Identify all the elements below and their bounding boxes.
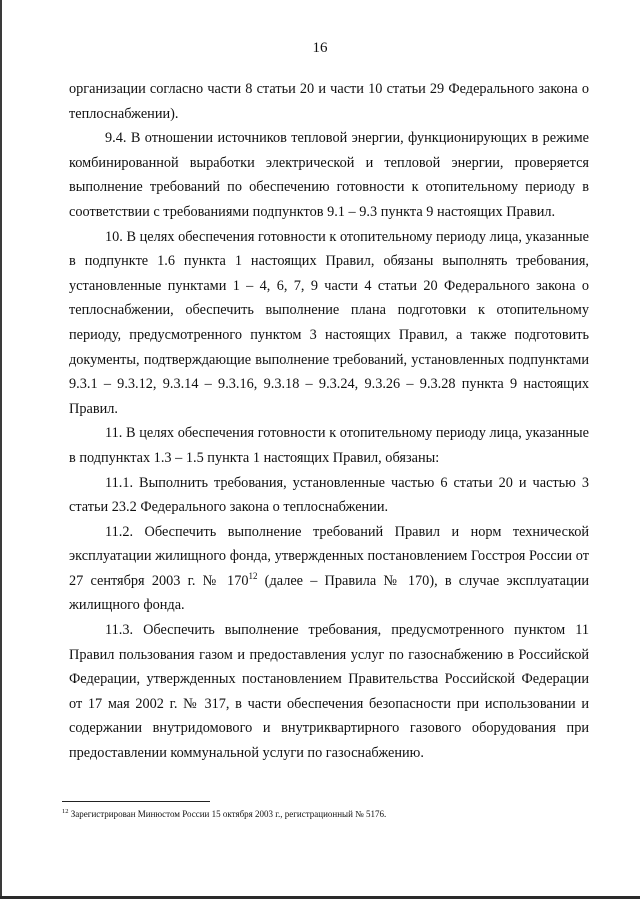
paragraph-11-2-text-before: 11.2. Обеспечить выполнение требований Правил и норм технической эксплуатации жилищного фонда, утвержденных постановлением Госстроя России от 27 сентября 2003 г. № 170 <box>69 523 589 589</box>
paragraph-11-3: 11.3. Обеспечить выполнение требования, предусмотренного пунктом 11 Правил пользования газом и предоставления услуг по газоснабжению в Российской Федерации, утвержденных постановлением Правительства Российской Федерации от 17 мая 2002 г. № 317, в части обеспечения безопасности при использовании и содержании внутридомового и внутриквартирного газового оборудования при предоставлении коммунальной услуги по газоснабжению. <box>69 622 589 762</box>
footnote-text: Зарегистрирован Минюстом России 15 октября 2003 г., регистрационный № 5176. <box>70 809 387 819</box>
paragraph-10: 10. В целях обеспечения готовности к отопительному периоду лица, указанные в подпункте 1.6 пункта 1 настоящих Правил, обязаны выполнять требования, установленные пунктами 1 – 4, 6, 7, 9 части 4 статьи 20 Федерального закона о теплоснабжении, обеспечить выполнение плана подготовки к отопительному периоду, предусмотренного пунктом 3 настоящих Правил, а также подготовить документы, подтверждающие выполнение требований, установленных подпунктами 9.3.1 – 9.3.12, 9.3.14 – 9.3.16, 9.3.18 – 9.3.24, 9.3.26 – 9.3.28 пункта 9 настоящих Правил. <box>69 228 589 417</box>
page-number: 16 <box>312 40 328 56</box>
footnote-number: 12 <box>62 808 69 815</box>
paragraph-continuation: организации согласно части 8 статьи 20 и части 10 статьи 29 Федерального закона о теплоснабжении). <box>69 81 589 122</box>
paragraph-11-2 <box>69 520 589 618</box>
paragraph-9-4: 9.4. В отношении источников тепловой энергии, функционирующих в режиме комбинированной выработки электрической и тепловой энергии, проверяется выполнение требований по обеспечению готовности к отопительному периоду в соответствии с требованиями подпунктов 9.1 – 9.3 пункта 9 настоящих Правил. <box>69 130 589 220</box>
scan-left-edge <box>0 0 2 899</box>
paragraph-11-2-text-after: (далее – Правила № 170), в случае эксплуатации жилищного фонда. <box>69 572 589 614</box>
paragraph-11-1: 11.1. Выполнить требования, установленные частью 6 статьи 20 и частью 3 статьи 23.2 Федерального закона о теплоснабжении. <box>69 474 589 516</box>
document-body <box>69 77 589 766</box>
footnote <box>62 808 582 820</box>
footnote-reference-marker: 12 <box>248 571 258 582</box>
footnote-separator <box>62 801 210 802</box>
paragraph-11: 11. В целях обеспечения готовности к отопительному периоду лица, указанные в подпунктах 1.3 – 1.5 пункта 1 настоящих Правил, обязаны: <box>69 425 589 466</box>
